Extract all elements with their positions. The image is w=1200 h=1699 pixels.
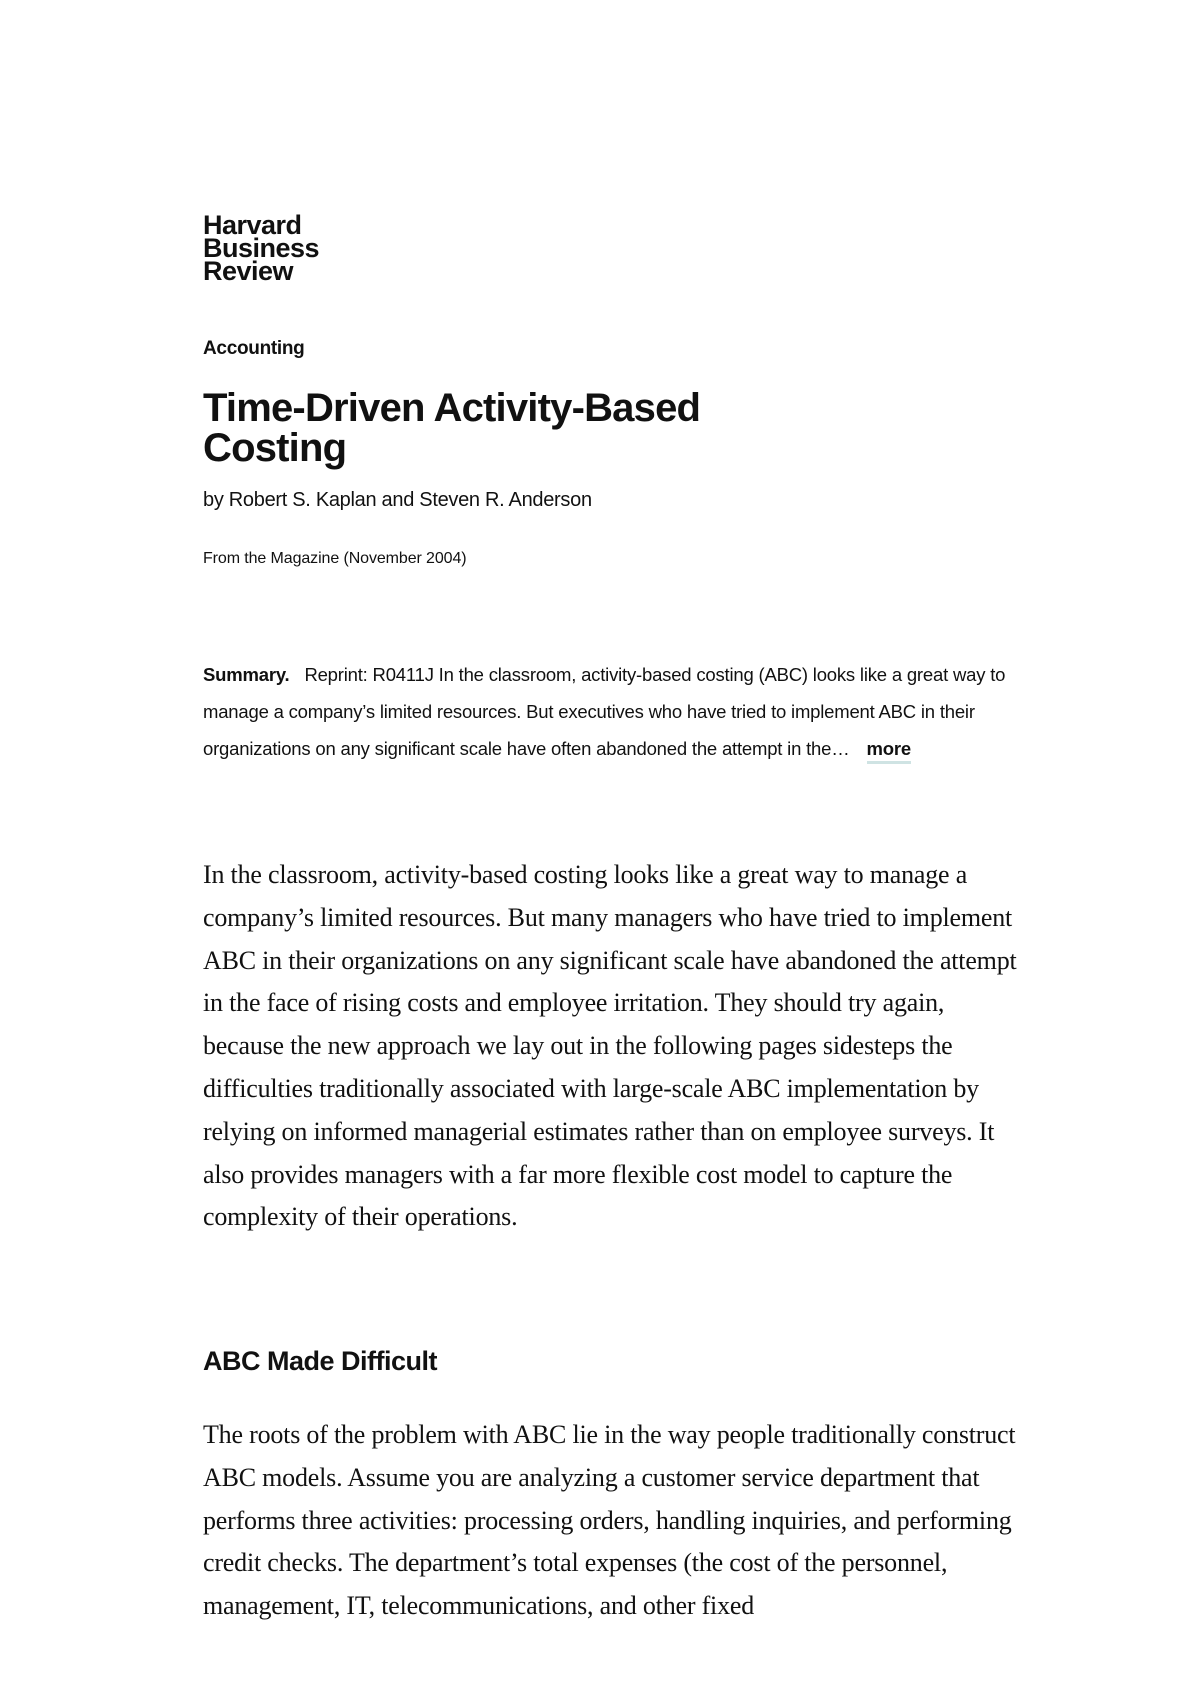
article-byline: by Robert S. Kaplan and Steven R. Anderson (203, 489, 592, 511)
body-paragraph-2: The roots of the problem with ABC lie in the way people traditionally construct ABC models. Assume you are analyzing a customer service department that performs three activities: processing orders, handling inquiries, and performing credit checks. The department’s total expenses (the cost of the personnel, management, IT, telecommunications, and other fixed (203, 1420, 1016, 1621)
article-summary (203, 656, 1008, 767)
article-source: From the Magazine (November 2004) (203, 550, 467, 567)
logo-line-review: Review (203, 256, 294, 286)
logo-line-business: Business (203, 233, 320, 263)
summary-label: Summary. (203, 664, 290, 685)
section-heading: ABC Made Difficult (203, 1346, 437, 1376)
logo-line-harvard: Harvard (203, 210, 302, 240)
more-link[interactable]: more (867, 738, 911, 764)
category-link[interactable]: Accounting (203, 338, 305, 359)
body-paragraph-1: In the classroom, activity-based costing looks like a great way to manage a company’s limited resources. But many managers who have tried to implement ABC in their organizations on any significant scale have abandoned the attempt in the face of rising costs and employee irritation. They should try again, because the new approach we lay out in the following pages sidesteps the difficulties traditionally associated with large-scale ABC implementation by relying on informed managerial estimates rather than on employee surveys. It also provides managers with a far more flexible cost model to capture the complexity of their operations. (203, 860, 1017, 1232)
hbr-logo[interactable] (203, 210, 320, 286)
article-title: Time-Driven Activity-Based Costing (203, 386, 701, 470)
summary-text: Reprint: R0411J In the classroom, activity-based costing (ABC) looks like a great way to manage a company’s limited resources. But executives who have tried to implement ABC in their organizations on any significant scale have often abandoned the attempt in the… (203, 664, 1006, 759)
